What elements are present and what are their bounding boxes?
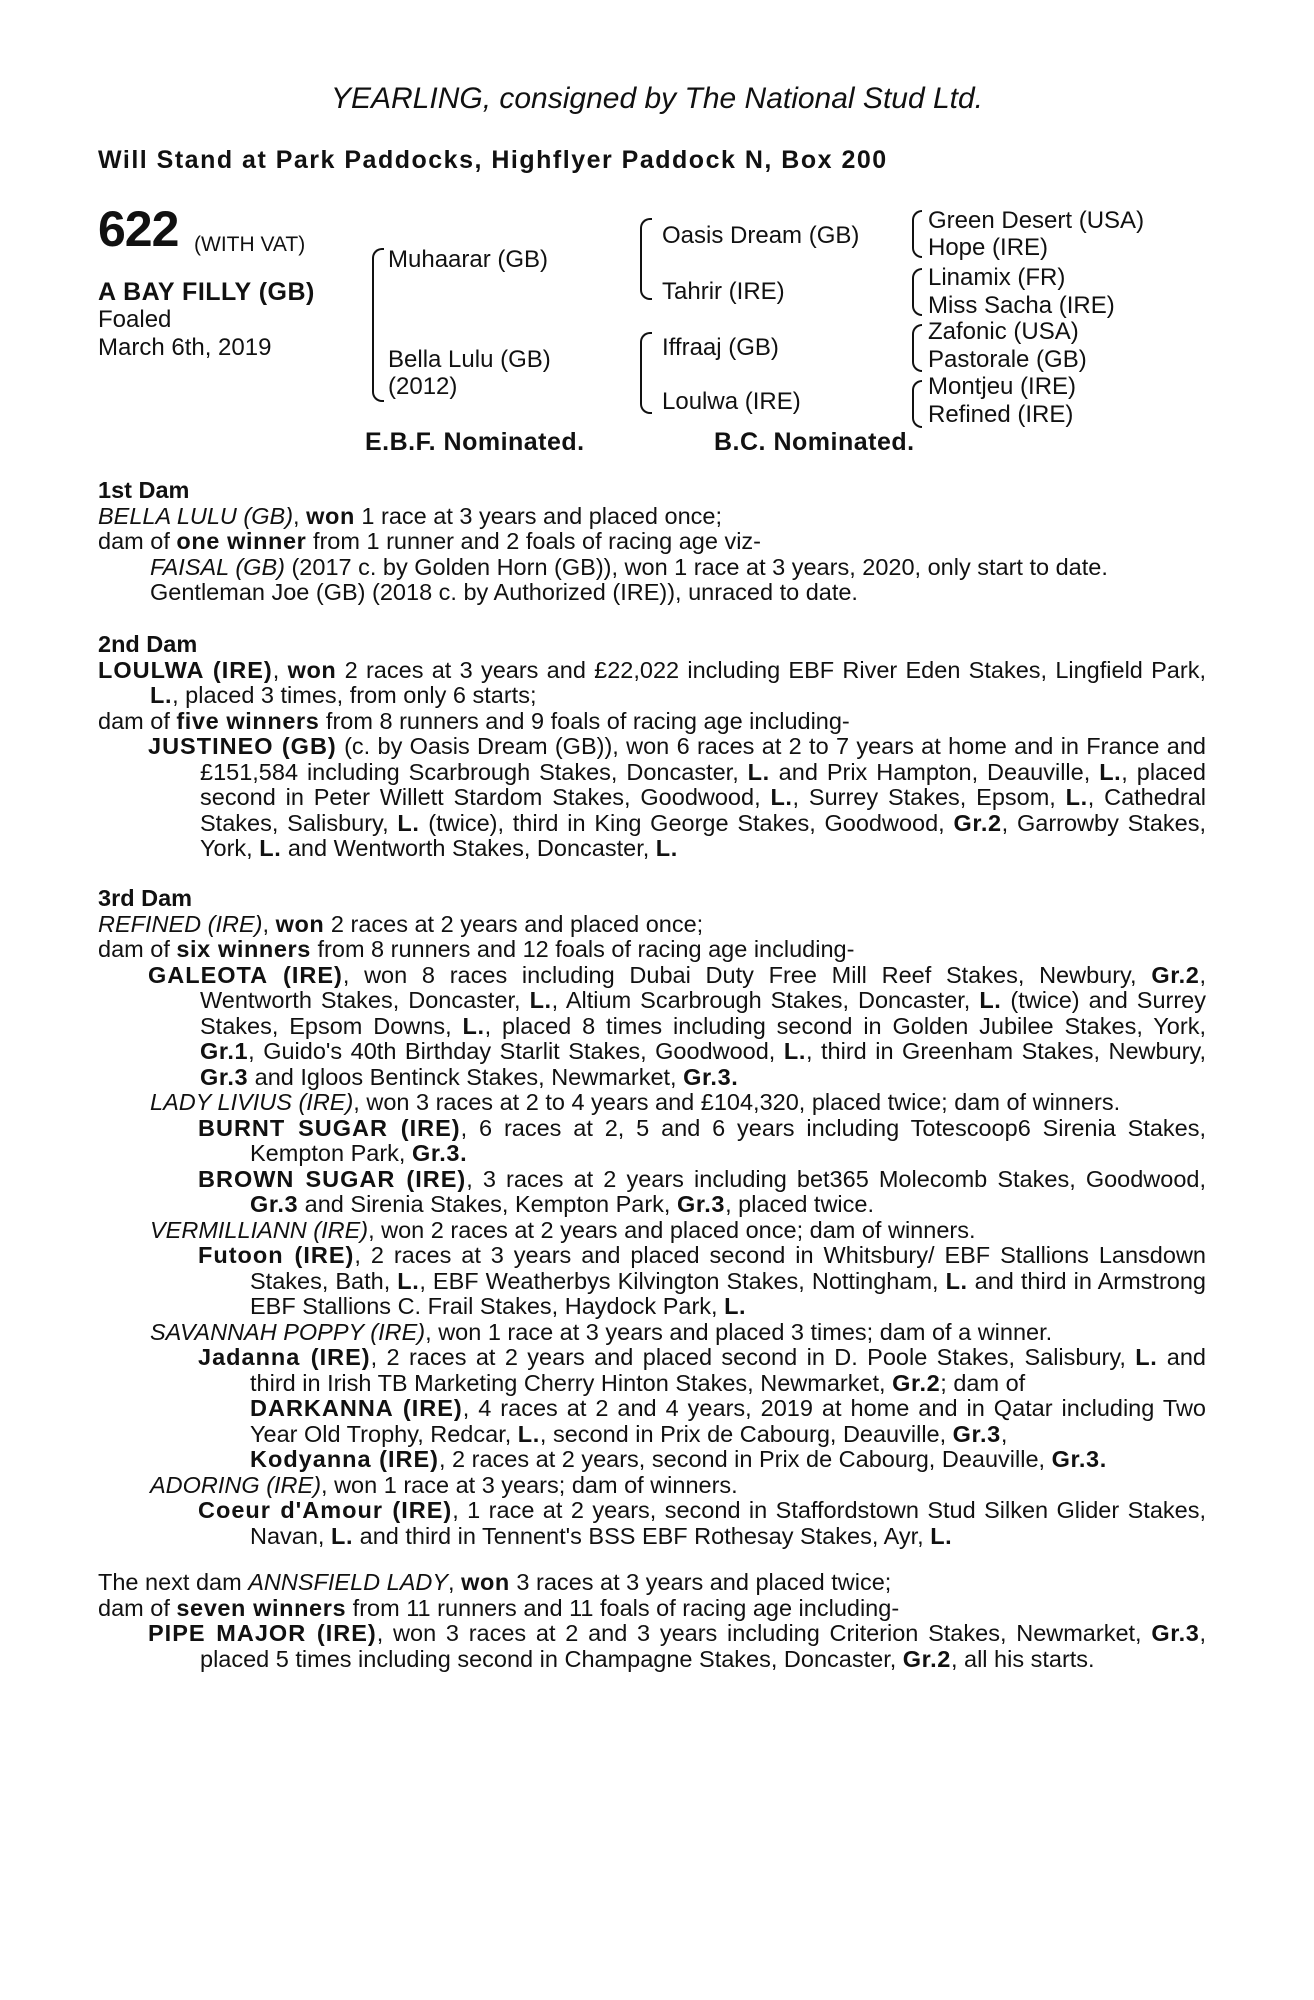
runner-name: Coeur d'Amour (IRE) [198,1497,453,1523]
great-grandsire-2: Linamix (FR) [928,264,1066,291]
great-grandsire-3: Zafonic (USA) [928,318,1079,345]
text: from 8 runners and 9 foals of racing age including- [319,707,850,734]
pedigree-brace [912,324,922,372]
produce-item [98,555,1206,581]
section-heading: 3rd Dam [98,885,193,911]
record-text: , Guido's 40th Birthday Starlit Stakes, Goodwood, [248,1038,784,1064]
record-text: (c. by Oasis Dream (GB)), won 6 races at 2 to 7 years at home and in France and £151,584 including Scarbrough Stakes, Doncaster, [200,733,1206,785]
runner-name: SAVANNAH POPPY (IRE) [150,1318,426,1345]
produce-summary [98,709,1206,735]
won-label: won [287,656,337,683]
listed-mark: L. [1099,758,1122,785]
runner-name: ADORING (IRE) [150,1471,322,1498]
group-mark: Gr.2 [1151,961,1200,988]
foal-name: FAISAL (GB) [150,553,285,580]
record-text: , won 2 races at 2 years and placed once; dam of winners. [368,1216,976,1243]
ebf-nominated: E.B.F. Nominated. [365,428,585,456]
record-text: 2 races at 3 years and £22,022 including EBF River Eden Stakes, Lingfield Park, [336,656,1206,683]
won-label: won [275,910,325,937]
record-text: , won 8 races including Dubai Duty Free Mill Reef Stakes, Newbury, [342,961,1152,988]
record-text: , won 1 race at 3 years; dam of winners. [321,1471,738,1498]
record-text: , won 1 race at 3 years and placed 3 times; dam of a winner. [425,1318,1053,1345]
text: from 8 runners and 12 foals of racing age including- [310,936,855,962]
produce-item [98,734,1206,862]
next-dam-section [98,1570,1206,1672]
grandproduce-item [98,1116,1206,1167]
produce-item [98,963,1206,1091]
dam-name: ANNSFIELD LADY [248,1569,449,1595]
record-text: , EBF Weatherbys Kilvington Stakes, Nottingham, [419,1267,946,1294]
second-dam-section [98,632,1206,862]
record-text: , 2 races at 2 years, second in Prix de Cabourg, Deauville, [438,1446,1052,1472]
sire-sire: Oasis Dream (GB) [662,222,860,249]
grandproduce-item [98,1498,1206,1549]
record-text: , placed 8 times including second in Golden Jubilee Stakes, York, [484,1012,1206,1039]
runner-name: BURNT SUGAR (IRE) [198,1114,461,1141]
record-text: , placed second in Peter Willett Stardom Stakes, Goodwood, [200,758,1206,810]
text: , [448,1569,462,1595]
runner-name: GALEOTA (IRE) [148,961,343,988]
record-text: , 2 races at 2 years and placed second in D. Poole Stakes, Salisbury, [370,1344,1136,1370]
sire-dam: Tahrir (IRE) [662,278,785,305]
record-text: , won 3 races at 2 to 4 years and £104,320, placed twice; dam of winners. [353,1089,1121,1115]
pedigree-brace [640,218,652,300]
pedigree-brace [640,332,652,414]
listed-mark: L. [517,1420,540,1447]
great-grandsire-4: Montjeu (IRE) [928,373,1077,400]
listed-mark: L. [747,758,770,785]
great-grandsire-1: Green Desert (USA) [928,207,1145,234]
record-text: , placed twice. [725,1191,874,1217]
record-text: , Altium Scarbrough Stakes, Doncaster, [551,987,980,1013]
listed-mark: L. [462,1012,485,1039]
group-mark: Gr.3 [676,1191,726,1217]
record-text: , won 3 races at 2 and 3 years including Criterion Stakes, Newmarket, [376,1620,1152,1646]
dam-name: BELLA LULU (GB) [98,502,294,529]
group-mark: Gr.2 [953,809,1002,836]
pedigree-brace [912,380,922,428]
produce-summary [98,937,1206,963]
grandproduce-item [98,1345,1206,1396]
text: dam of [98,1594,177,1621]
dam-foaled-year: (2012) [388,373,458,400]
produce-item [98,1218,1206,1244]
record-text: and third in Armstrong EBF Stallions C. Frail Stakes, Haydock Park, [250,1267,1206,1319]
bc-nominated: B.C. Nominated. [714,428,915,456]
vat-note: (WITH VAT) [194,233,306,256]
group-mark: Gr.3. [411,1140,468,1166]
record-text: 1 race at 3 years and placed once; [354,502,723,529]
record-text: and third in Tennent's BSS EBF Rothesay Stakes, Ayr, [353,1522,931,1549]
group-mark: Gr.3. [1051,1446,1107,1472]
record-text: , 2 races at 3 years and placed second in Whitsbury/ EBF Stallions Lansdown Stakes, Bath, [250,1242,1206,1294]
record-text: , 6 races at 2, 5 and 6 years including Totescoop6 Sirenia Stakes, Kempton Park, [250,1114,1206,1166]
listed-mark: L. [655,835,678,861]
text: dam of [98,707,177,734]
pedigree-brace [912,268,922,316]
winners-count: six winners [176,936,311,962]
record-text: , Surrey Stakes, Epsom, [792,784,1066,810]
produce-summary [98,1596,1206,1622]
text: dam of [98,936,177,962]
produce-item [98,1621,1206,1672]
listed-mark: L. [945,1267,968,1294]
listed-mark: L. [930,1522,953,1549]
lot-number: 622 [98,201,179,257]
produce-item [98,1090,1206,1116]
section-heading: 2nd Dam [98,631,198,657]
foal-record: (2017 c. by Golden Horn (GB)), won 1 race at 3 years, 2020, only start to date. [284,553,1108,580]
winners-count: one winner [176,528,307,554]
great-granddam-1: Hope (IRE) [928,234,1049,261]
text: The next dam [98,1569,249,1595]
runner-name: Futoon (IRE) [198,1242,355,1268]
text: from 11 runners and 11 foals of racing age including- [346,1594,900,1621]
runner-name: JUSTINEO (GB) [148,733,337,759]
group-mark: Gr.1 [200,1038,249,1064]
record-text: and third in Irish TB Marketing Cherry Hinton Stakes, Newmarket, [250,1344,1206,1396]
record-text: , Garrowby Stakes, York, [200,809,1206,861]
dam-record [98,1570,1206,1596]
record-text: ; dam of [940,1369,1026,1396]
produce-item [98,1473,1206,1499]
record-text: (twice), third in King George Stakes, Goodwood, [419,809,954,836]
won-label: won [461,1569,510,1595]
sire: Muhaarar (GB) [388,246,549,273]
dam-record: LOULWA (IRE), won 2 races at 3 years and £22,022 including EBF River Eden Stakes, Lingfield Park, L., placed 3 times, from only 6 starts; [98,656,1206,708]
record-text: (twice) and Surrey Stakes, Epsom Downs, [200,987,1207,1039]
listed-mark: L. [724,1293,747,1319]
first-dam-section [98,478,1206,606]
listed-mark: L. [979,987,1002,1013]
great-grandproduce-item [98,1447,1206,1473]
runner-name: PIPE MAJOR (IRE) [148,1620,377,1646]
great-granddam-3: Pastorale (GB) [928,346,1087,373]
group-mark: Gr.3. [683,1063,739,1090]
runner-name: Jadanna (IRE) [198,1344,371,1370]
record-text: , third in Greenham Stakes, Newbury, [805,1038,1207,1064]
dam-record: REFINED (IRE), won 2 races at 2 years and placed once; [98,910,704,937]
record-text: , 1 race at 2 years, second in Staffordstown Stud Silken Glider Stakes, Navan, [250,1497,1206,1549]
winners-count: seven winners [176,1594,347,1621]
won-label: won [306,502,355,529]
group-mark: Gr.3 [952,1420,1001,1447]
record-text: , placed 3 times, from only 6 starts; [172,682,537,708]
text: dam of [98,528,177,554]
group-mark: Gr.3 [250,1191,299,1217]
runner-name: BROWN SUGAR (IRE) [198,1165,467,1192]
listed-mark: L. [397,809,420,836]
listed-mark: L. [259,835,282,861]
dam-record: BELLA LULU (GB), won 1 race at 3 years and placed once; [98,502,723,529]
record-text: and Wentworth Stakes, Doncaster, [281,835,656,861]
dam-name: REFINED (IRE) [98,910,263,937]
listed-mark: L. [331,1522,354,1549]
winners-count: five winners [176,707,320,734]
runner-name: Kodyanna (IRE) [250,1446,439,1472]
group-mark: Gr.2 [902,1645,951,1672]
record-text: , 3 races at 2 years including bet365 Molecomb Stakes, Goodwood, [466,1165,1207,1192]
record-text: , Wentworth Stakes, Doncaster, [200,961,1206,1013]
listed-mark: L. [1135,1344,1158,1370]
produce-item: Gentleman Joe (GB) (2018 c. by Authorized (IRE)), unraced to date. [150,579,858,605]
dam-name: LOULWA (IRE) [98,656,273,683]
horse-description: A BAY FILLY (GB) [98,278,315,306]
stabling-location: Will Stand at Park Paddocks, Highflyer Paddock N, Box 200 [98,146,888,174]
record-text: and Sirenia Stakes, Kempton Park, [298,1191,677,1217]
record-text: and Prix Hampton, Deauville, [769,758,1100,785]
catalogue-heading: YEARLING, consigned by The National Stud Ltd. [330,82,984,115]
grandproduce-item [98,1243,1206,1320]
runner-name: VERMILLIANN (IRE) [150,1216,369,1243]
group-mark: Gr.3 [200,1063,249,1090]
listed-mark: L. [1065,784,1088,810]
foaled-date: March 6th, 2019 [98,334,272,361]
runner-name: LADY LIVIUS (IRE) [150,1089,354,1115]
listed-mark: L. [770,784,793,810]
listed-mark: L. [150,682,173,708]
listed-mark: L. [529,987,552,1013]
listed-mark: L. [783,1038,806,1064]
produce-summary [98,529,1206,555]
third-dam-section [98,886,1206,1549]
group-mark: Gr.2 [892,1369,941,1396]
pedigree-brace [372,248,384,402]
record-text: , Cathedral Stakes, Salisbury, [200,784,1207,836]
record-text: , all his starts. [950,1645,1095,1672]
dam-sire: Iffraaj (GB) [662,334,779,361]
great-granddam-4: Refined (IRE) [928,401,1074,428]
foaled-label: Foaled [98,306,172,333]
dam-dam: Loulwa (IRE) [662,388,801,415]
produce-item [98,1320,1206,1346]
great-granddam-2: Miss Sacha (IRE) [928,292,1115,319]
dam: Bella Lulu (GB) [388,346,551,373]
text: from 1 runner and 2 foals of racing age viz- [306,528,761,554]
record-text: 3 races at 3 years and placed twice; [509,1569,892,1595]
record-text: 2 races at 2 years and placed once; [324,910,704,937]
record-text: , placed 5 times including second in Champagne Stakes, Doncaster, [200,1620,1206,1672]
record-text: , 4 races at 2 and 4 years, 2019 at home and in Qatar including Two Year Old Trophy, Redcar, [250,1395,1206,1447]
group-mark: Gr.3 [1151,1620,1200,1646]
pedigree-brace [912,210,922,258]
record-text: and Igloos Bentinck Stakes, Newmarket, [248,1063,684,1090]
record-text: , second in Prix de Cabourg, Deauville, [539,1420,953,1447]
listed-mark: L. [397,1267,420,1294]
runner-name: DARKANNA (IRE) [250,1395,463,1421]
great-grandproduce-item: DARKANNA (IRE), 4 races at 2 and 4 years, 2019 at home and in Qatar including Two Year Old Trophy, Redcar, L., second in Prix de Cabourg, Deauville, Gr.3, [250,1395,1206,1447]
grandproduce-item [98,1167,1206,1218]
section-heading: 1st Dam [98,477,190,503]
